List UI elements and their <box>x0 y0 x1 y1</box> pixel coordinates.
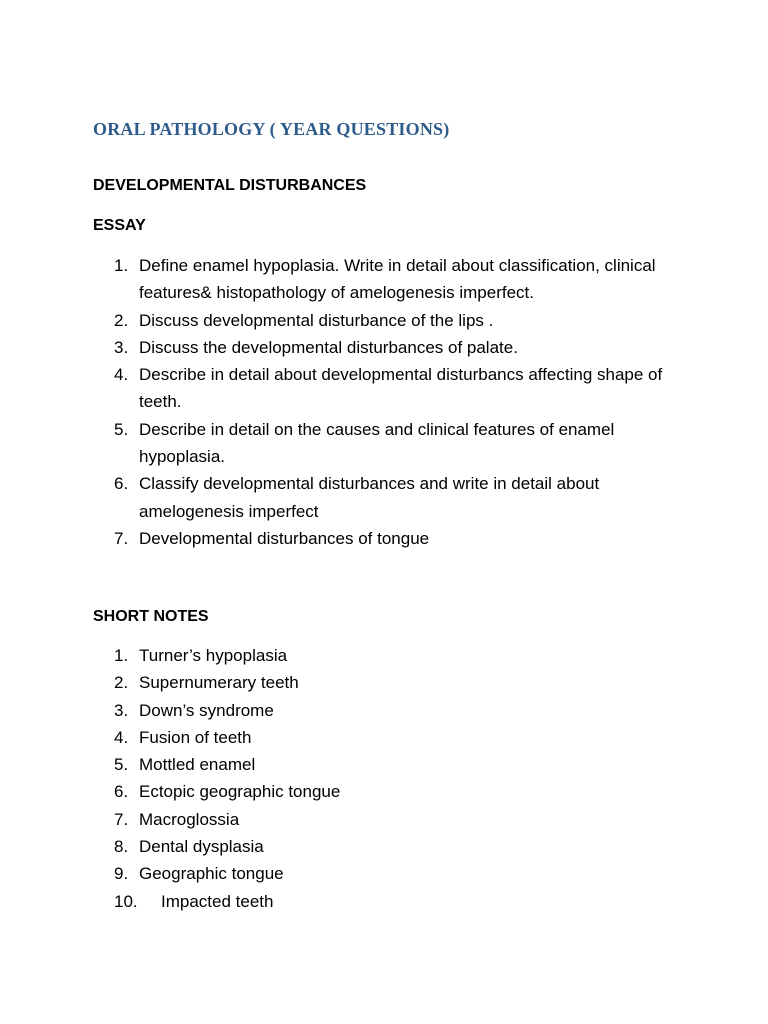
essay-question-item <box>93 525 693 552</box>
essay-question-list <box>93 252 693 552</box>
short-note-item <box>93 751 693 778</box>
item-text: Discuss the developmental disturbances of palate. <box>139 337 518 357</box>
section-heading-developmental-disturbances: DEVELOPMENTAL DISTURBANCES <box>93 177 367 194</box>
item-text: Describe in detail on the causes and clinical features of enamel hypoplasia. <box>139 419 615 467</box>
item-number: 6. <box>114 474 129 494</box>
item-number: 5. <box>114 755 129 775</box>
item-text: Impacted teeth <box>161 891 274 911</box>
item-number: 7. <box>114 528 129 548</box>
item-number: 10. <box>114 891 138 911</box>
essay-question-item <box>93 307 693 334</box>
short-note-item <box>93 724 693 751</box>
item-number: 1. <box>114 646 129 665</box>
item-number: 4. <box>114 365 129 385</box>
item-number: 6. <box>114 782 129 802</box>
item-number: 7. <box>114 809 129 829</box>
item-number: 3. <box>114 700 129 720</box>
essay-question-item <box>93 361 693 416</box>
essay-question-item <box>93 334 693 361</box>
short-note-item <box>93 642 693 669</box>
item-text: Supernumerary teeth <box>139 673 299 693</box>
document-title: ORAL PATHOLOGY ( YEAR QUESTIONS) <box>93 119 450 139</box>
essay-heading: ESSAY <box>93 217 146 234</box>
short-note-item <box>93 669 693 696</box>
item-text: Developmental disturbances of tongue <box>139 528 430 548</box>
item-text: Describe in detail about developmental disturbancs affecting shape of teeth. <box>139 365 663 412</box>
essay-question-item <box>93 470 693 525</box>
item-text: Ectopic geographic tongue <box>139 782 341 802</box>
short-note-item <box>93 697 693 724</box>
short-note-item <box>93 833 693 860</box>
item-number: 1. <box>114 256 129 275</box>
item-text: Down’s syndrome <box>139 700 274 720</box>
short-note-item <box>93 778 693 805</box>
item-text: Macroglossia <box>139 809 240 829</box>
item-text: Mottled enamel <box>139 755 256 775</box>
short-note-item <box>93 860 693 887</box>
item-number: 2. <box>114 673 129 693</box>
item-number: 9. <box>114 864 129 884</box>
short-note-item <box>93 806 693 833</box>
item-number: 5. <box>114 419 129 439</box>
short-note-item <box>93 888 693 915</box>
short-notes-heading: SHORT NOTES <box>93 608 209 625</box>
essay-question-item <box>93 252 693 307</box>
item-text: Fusion of teeth <box>139 727 252 747</box>
short-notes-list <box>93 642 693 915</box>
item-text: Geographic tongue <box>139 864 284 884</box>
item-number: 8. <box>114 837 129 857</box>
item-number: 4. <box>114 727 129 747</box>
item-number: 3. <box>114 337 129 357</box>
item-text: Discuss developmental disturbance of the lips . <box>139 310 494 330</box>
essay-question-item <box>93 416 693 471</box>
item-text: Turner’s hypoplasia <box>139 646 288 665</box>
item-text: Classify developmental disturbances and write in detail about amelogenesis imperfect <box>139 474 600 521</box>
item-number: 2. <box>114 310 129 330</box>
item-text: Define enamel hypoplasia. Write in detail about classification, clinical features& histopathology of amelogenesis imperfect. <box>139 256 656 303</box>
item-text: Dental dysplasia <box>139 837 264 857</box>
